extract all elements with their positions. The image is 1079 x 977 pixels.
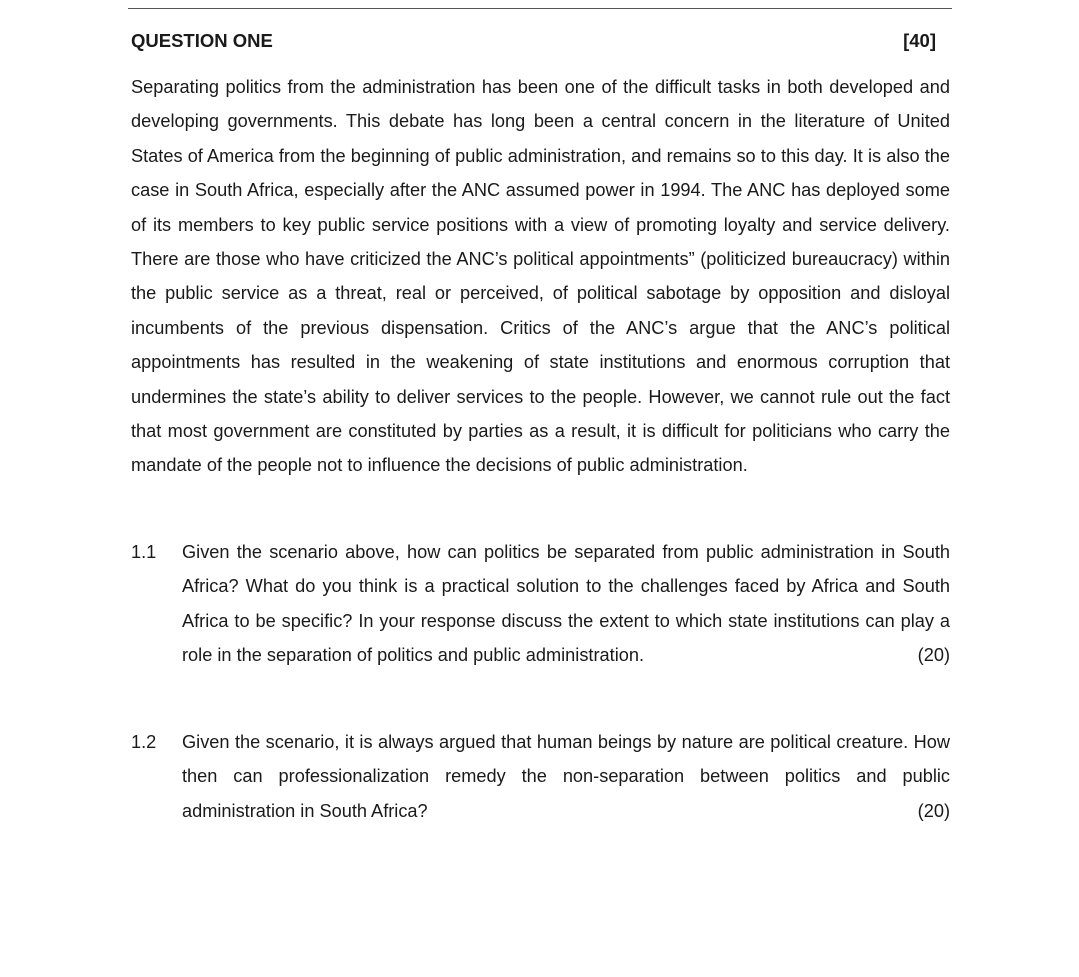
total-marks: [40] [903, 30, 936, 51]
sub-question-number: 1.1 [131, 542, 157, 562]
top-divider [128, 8, 952, 9]
question-title: QUESTION ONE [131, 30, 273, 51]
sub-question-1-1 [131, 535, 950, 673]
sub-question-number: 1.2 [131, 732, 157, 752]
sub-question-text: Given the scenario, it is always argued that human beings by nature are political creature. How then can professionalization remedy the non-separation between politics and public administration in South Africa? [182, 732, 950, 821]
scenario-passage: Separating politics from the administration has been one of the difficult tasks in both developed and developing governments. This debate has long been a central concern in the literature of United States of America from the beginning of public administration, and remains so to this day. It is also the case in South Africa, especially after the ANC assumed power in 1994. The ANC has deployed some of its members to key public service positions with a view of promoting loyalty and service delivery. There are those who have criticized the ANC’s political appointments” (politicized bureaucracy) within the public service as a threat, real or perceived, of political sabotage by opposition and disloyal incumbents of the previous dispensation. Critics of the ANC’s argue that the ANC’s political appointments has resulted in the weakening of state institutions and enormous corruption that undermines the state’s ability to deliver services to the people. However, we cannot rule out the fact that most government are constituted by parties as a result, it is difficult for politicians who carry the mandate of the people not to influence the decisions of public administration. [131, 77, 950, 476]
sub-question-text: Given the scenario above, how can politics be separated from public administration in South Africa? What do you think is a practical solution to the challenges faced by Africa and South Africa to be specific? In your response discuss the extent to which state institutions can play a role in the separation of politics and public administration. [182, 542, 950, 666]
sub-question-marks: (20) [917, 800, 950, 821]
question-heading [131, 29, 936, 53]
sub-question-marks: (20) [917, 645, 950, 666]
sub-question-body [182, 725, 950, 828]
sub-question-body [182, 535, 950, 673]
sub-question-1-2 [131, 725, 950, 828]
